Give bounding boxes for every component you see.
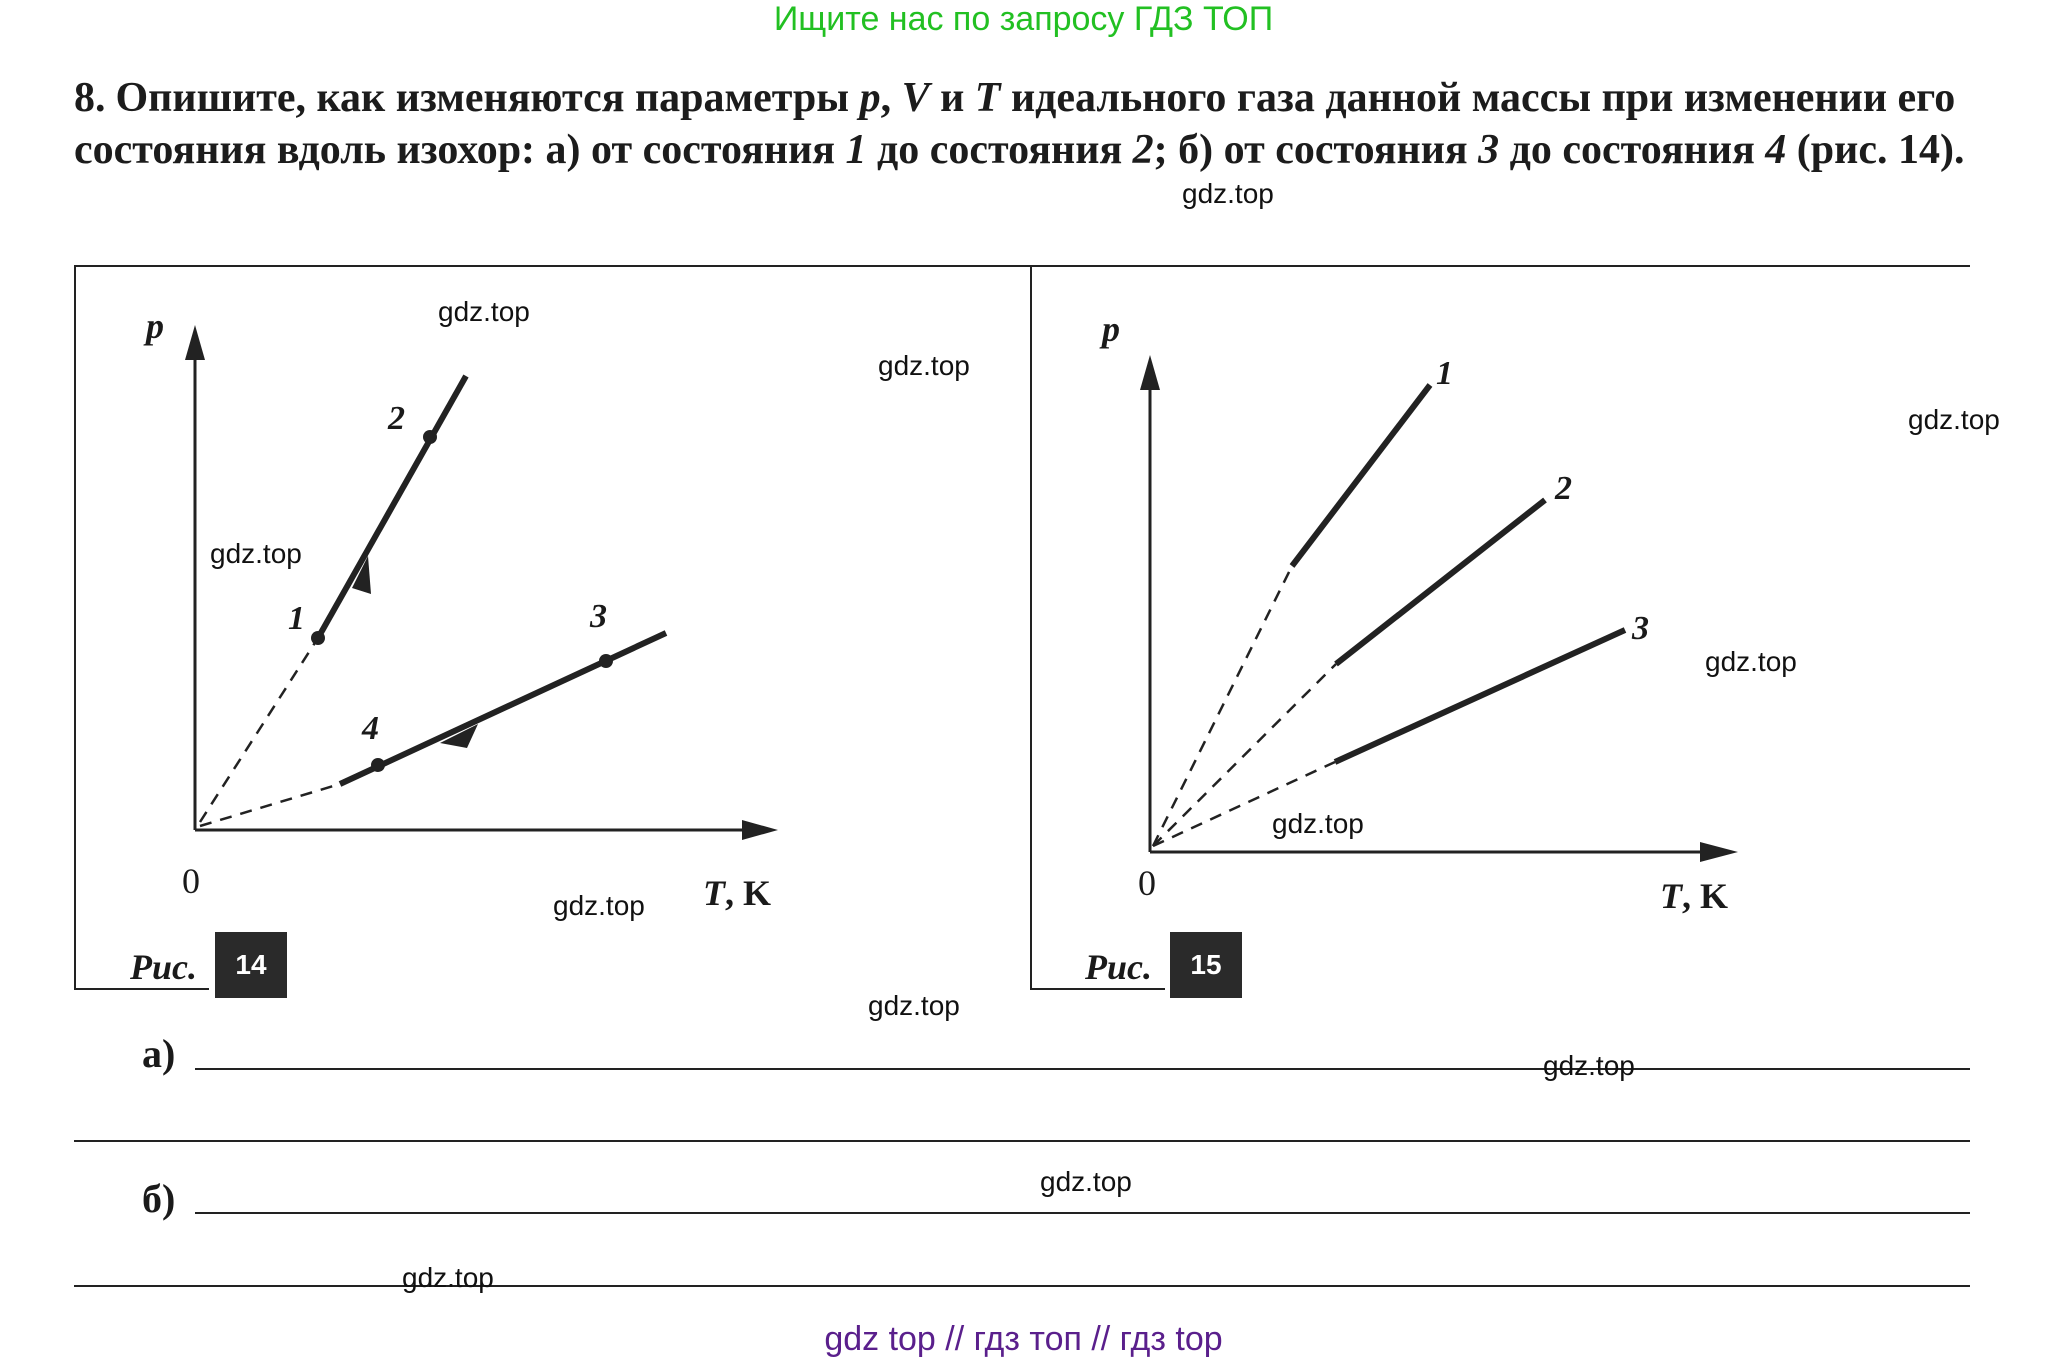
fig15-line-3-label: 3 xyxy=(1632,610,1649,647)
task-number: 8. xyxy=(74,75,106,121)
answer-b-line[interactable] xyxy=(195,1212,1970,1214)
fig14-point-4-label: 4 xyxy=(362,710,379,747)
watermark: gdz.top xyxy=(878,350,970,381)
fig15-caption: Рис. xyxy=(1085,947,1152,987)
task-text: 8. Опишите, как изменяются параметры p, V и T идеального газа данной массы при изменении его состояния вдоль изохор: а) от состояния 1 до состояния 2; б) от состояния 3 до состояния 4 (рис. 14). xyxy=(74,75,1965,173)
answer-b-line-2[interactable] xyxy=(74,1285,1970,1287)
point-3 xyxy=(599,654,613,668)
figure-14-isochore-3-4 xyxy=(200,633,666,826)
watermark: gdz.top xyxy=(553,890,645,921)
figure-14-axes xyxy=(185,325,778,840)
watermark: gdz.top xyxy=(868,990,960,1021)
fig15-x-axis-label: T, K xyxy=(1660,876,1729,916)
fig14-point-3-label: 3 xyxy=(590,598,607,635)
fig14-point-1-label: 1 xyxy=(288,600,305,637)
fig14-x-axis-label: T, K xyxy=(703,873,772,913)
answer-a-label: а) xyxy=(142,1031,176,1076)
watermark: gdz.top xyxy=(1272,808,1364,839)
figure-14-isochore-1-2 xyxy=(200,376,466,822)
answer-b-label: б) xyxy=(142,1176,176,1221)
fig14-caption: Рис. xyxy=(130,947,197,987)
watermark: gdz.top xyxy=(402,1262,494,1293)
answer-a-line[interactable] xyxy=(195,1068,1970,1070)
fig14-number-badge: 14 xyxy=(215,932,287,998)
figure-15-axes xyxy=(1140,355,1738,862)
fig15-number-badge: 15 xyxy=(1170,932,1242,998)
figure-15-isochores xyxy=(1153,385,1625,846)
watermark: gdz.top xyxy=(438,296,530,327)
fig15-y-axis-label: p xyxy=(1102,309,1120,349)
answer-a-line-2[interactable] xyxy=(74,1140,1970,1142)
fig14-point-2-label: 2 xyxy=(388,400,405,437)
fig14-origin: 0 xyxy=(182,861,200,901)
footer-links[interactable]: gdz top // гдз топ // гдз top xyxy=(824,1320,1223,1358)
fig15-line-2-label: 2 xyxy=(1555,470,1572,507)
watermark: gdz.top xyxy=(1182,178,1274,209)
watermark: gdz.top xyxy=(1543,1050,1635,1081)
point-1 xyxy=(311,631,325,645)
fig15-line-1-label: 1 xyxy=(1436,355,1453,392)
watermark: gdz.top xyxy=(1908,404,2000,435)
site-banner[interactable]: Ищите нас по запросу ГДЗ ТОП xyxy=(773,0,1274,38)
point-2 xyxy=(423,430,437,444)
fig14-y-axis-label: p xyxy=(146,306,164,346)
watermark: gdz.top xyxy=(1040,1166,1132,1197)
fig15-origin: 0 xyxy=(1138,863,1156,903)
watermark: gdz.top xyxy=(1705,646,1797,677)
watermark: gdz.top xyxy=(210,538,302,569)
point-4 xyxy=(371,758,385,772)
